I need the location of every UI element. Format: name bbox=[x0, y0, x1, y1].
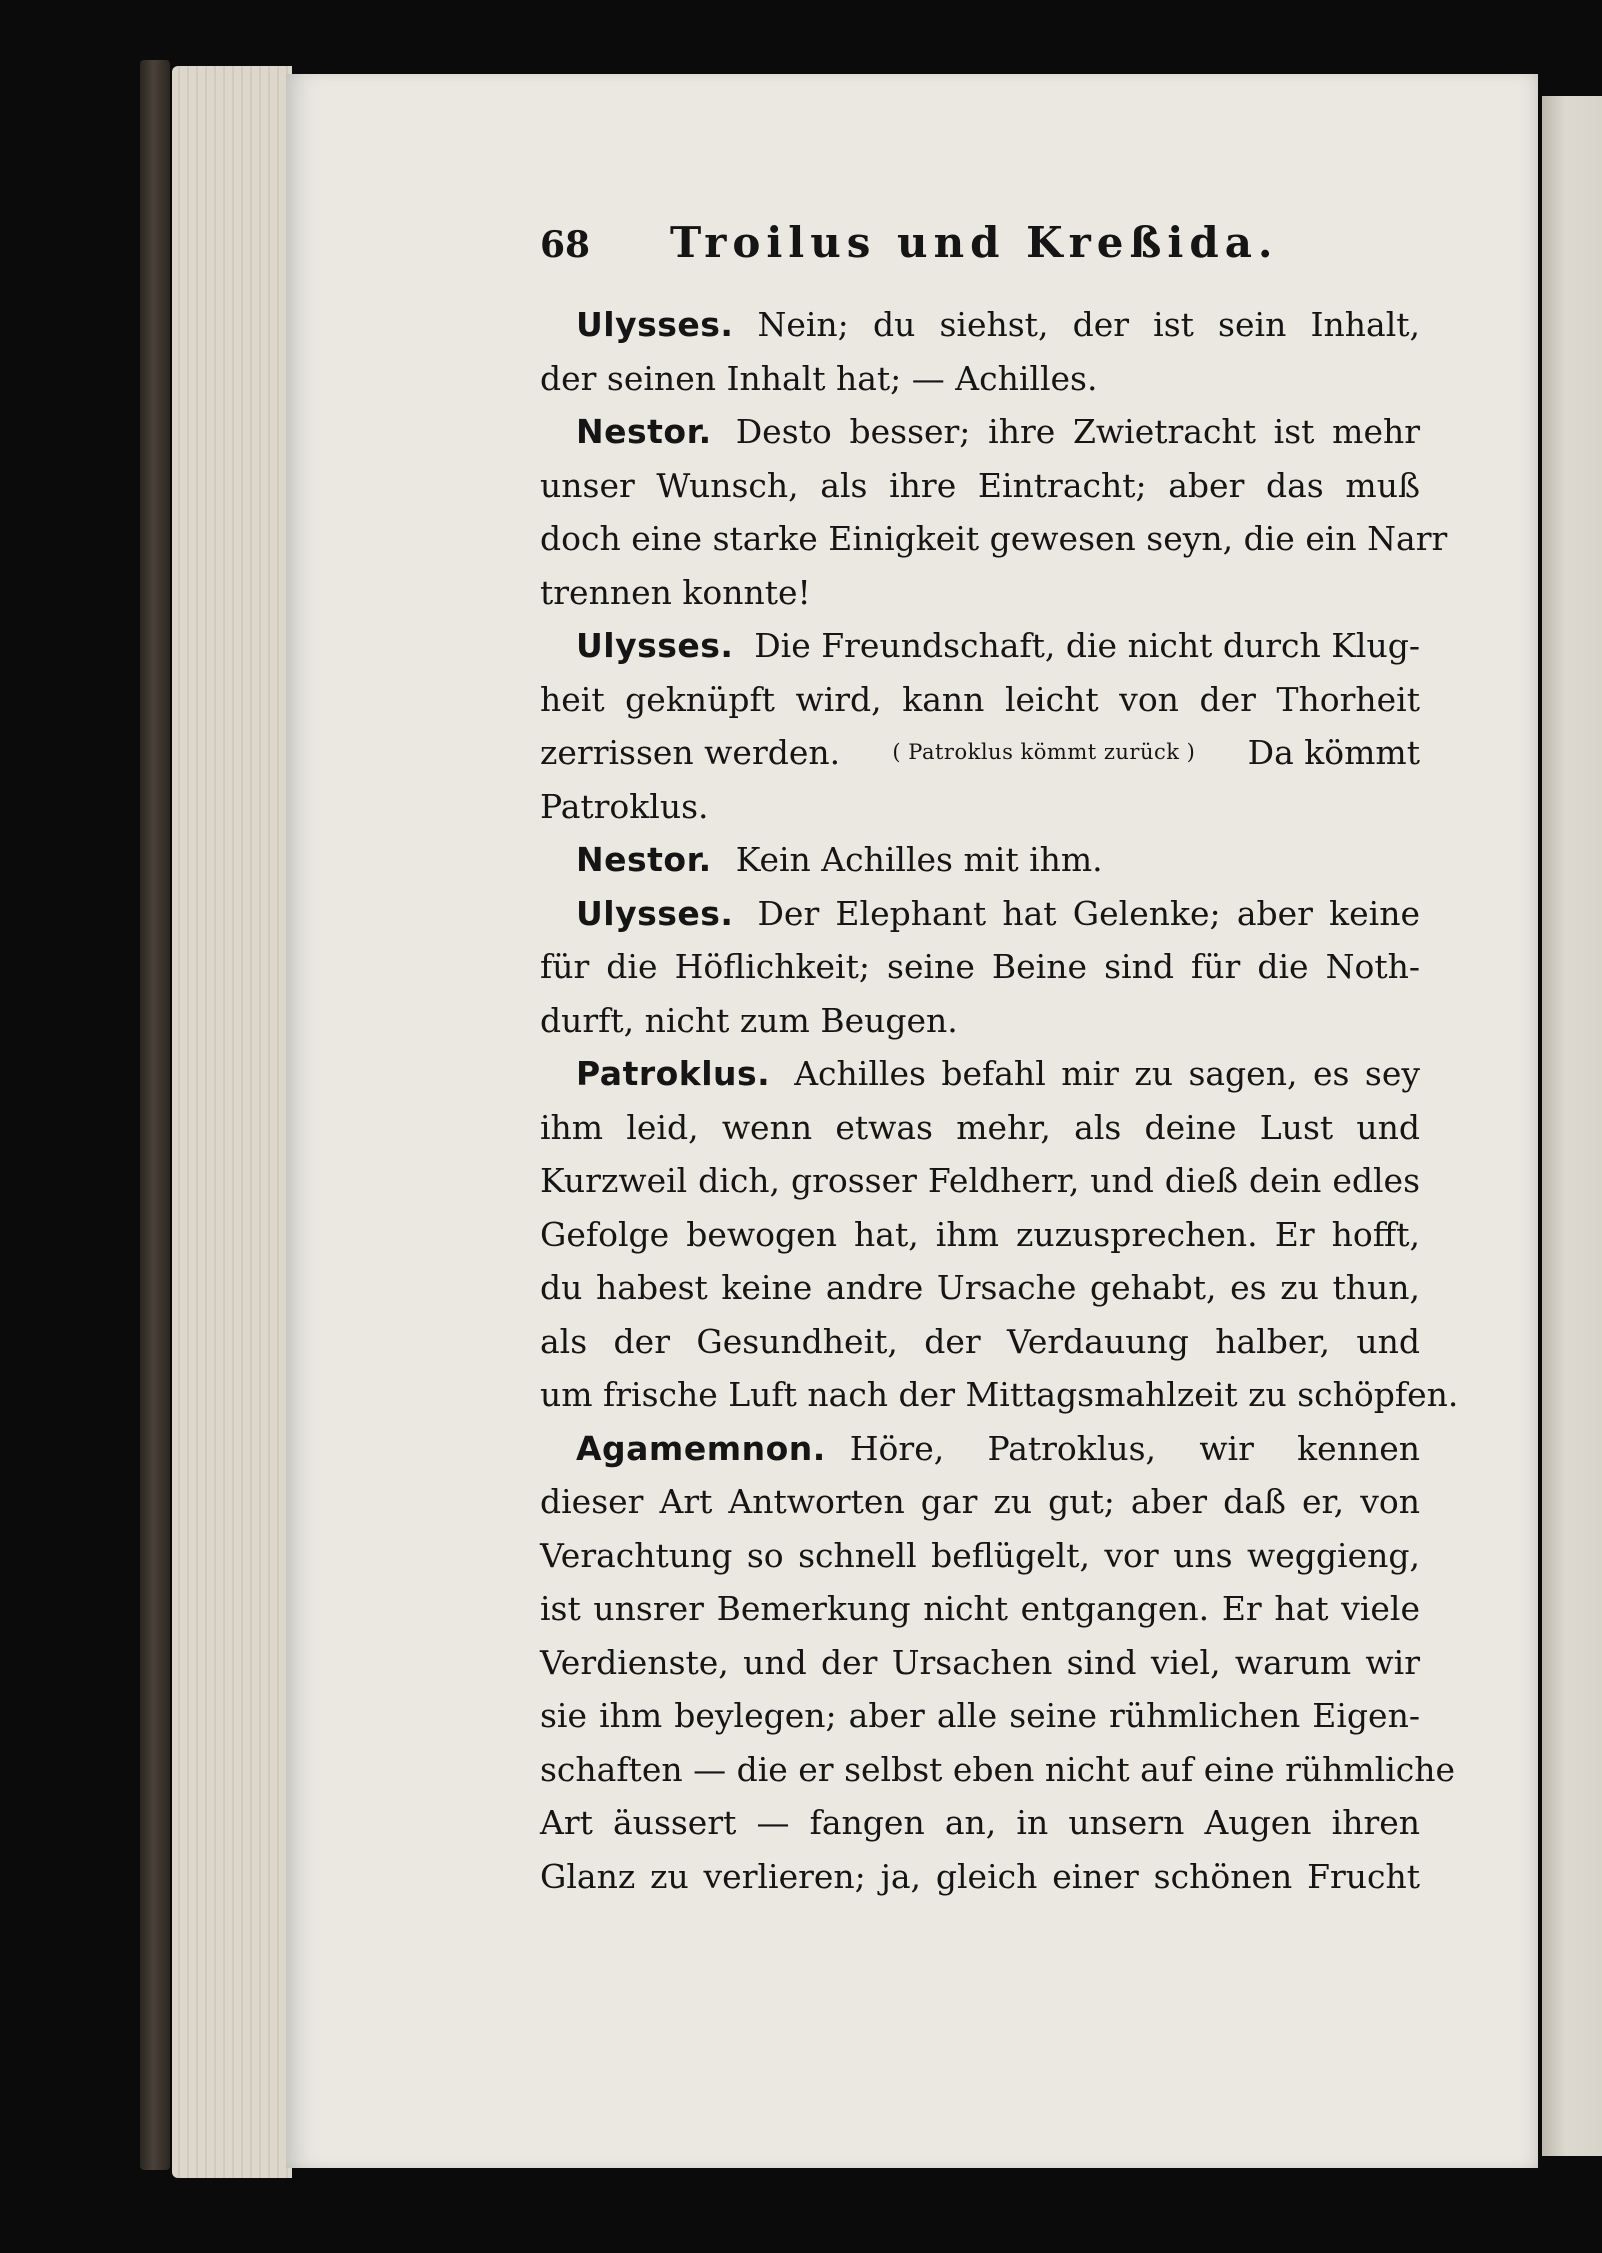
line-text: sie ihm beylegen; aber alle seine rühmlichen Eigen- bbox=[540, 1696, 1420, 1735]
text-line bbox=[540, 619, 1420, 673]
line-text: Da kömmt bbox=[1247, 733, 1420, 772]
text-line bbox=[540, 1208, 1420, 1262]
speaker-gap bbox=[733, 887, 757, 941]
text-line bbox=[540, 726, 1420, 780]
line-text: heit geknüpft wird, kann leicht von der Thorheit bbox=[540, 679, 1420, 719]
stage-direction: ( Patroklus kömmt zurück ) bbox=[892, 740, 1196, 764]
line-text: du habest keine andre Ursache gehabt, es zu thun, bbox=[540, 1268, 1420, 1307]
text-line bbox=[540, 1047, 1420, 1101]
speaker-name: Nestor. bbox=[576, 412, 712, 451]
speaker-name: Nestor. bbox=[576, 840, 712, 879]
header-title: Troilus und Kreßida. bbox=[670, 218, 1279, 267]
text-line bbox=[540, 298, 1420, 352]
text-line bbox=[540, 459, 1420, 513]
text-line bbox=[540, 1261, 1420, 1315]
page-number: 68 bbox=[540, 224, 591, 266]
line-text: durft, nicht zum Beugen. bbox=[540, 1000, 958, 1040]
text-line bbox=[540, 405, 1420, 459]
text-line bbox=[540, 1422, 1420, 1476]
text-line bbox=[540, 566, 1420, 620]
text-line bbox=[540, 1101, 1420, 1155]
line-text: ihm leid, wenn etwas mehr, als deine Lust und bbox=[540, 1107, 1420, 1147]
text-line bbox=[540, 1368, 1459, 1422]
text-line bbox=[540, 1315, 1420, 1369]
book-spine bbox=[140, 60, 170, 2170]
text-line bbox=[540, 1529, 1420, 1583]
running-head bbox=[540, 218, 1420, 278]
text-line bbox=[540, 1582, 1420, 1636]
line-text: Verachtung so schnell beflügelt, vor uns weggieng, bbox=[540, 1535, 1420, 1575]
text-line bbox=[540, 1689, 1420, 1743]
line-text: doch eine starke Einigkeit gewesen seyn, die ein Narr bbox=[540, 519, 1448, 558]
text-line bbox=[540, 887, 1420, 941]
line-text: Höre, Patroklus, wir kennen bbox=[849, 1428, 1420, 1468]
line-text: zerrissen werden. bbox=[540, 733, 841, 772]
text-line bbox=[540, 1743, 1456, 1797]
line-text: Desto besser; ihre Zwietracht ist mehr bbox=[735, 412, 1420, 451]
speaker-name: Ulysses. bbox=[576, 626, 734, 665]
line-text: Patroklus. bbox=[540, 786, 709, 826]
text-block bbox=[540, 298, 1459, 1903]
speaker-gap bbox=[733, 619, 754, 673]
speaker-gap bbox=[733, 298, 757, 352]
line-text: Kurzweil dich, grosser Feldherr, und dieß dein edles bbox=[540, 1161, 1420, 1200]
line-text: dieser Art Antworten gar zu gut; aber daß er, von bbox=[540, 1482, 1420, 1521]
text-line bbox=[540, 1475, 1420, 1529]
text-line bbox=[540, 780, 1420, 834]
line-text: Gefolge bewogen hat, ihm zuzusprechen. Er hofft, bbox=[540, 1214, 1420, 1254]
speaker-gap bbox=[770, 1047, 794, 1101]
text-line bbox=[540, 512, 1448, 566]
text-line bbox=[540, 1796, 1420, 1850]
speaker-gap bbox=[826, 1422, 850, 1476]
text-line bbox=[540, 1636, 1420, 1690]
line-text: Die Freundschaft, die nicht durch Klug- bbox=[754, 626, 1420, 665]
line-text: Achilles befahl mir zu sagen, es sey bbox=[794, 1054, 1420, 1093]
speaker-name: Ulysses. bbox=[576, 893, 734, 933]
line-text: der seinen Inhalt hat; — Achilles. bbox=[540, 358, 1098, 398]
line-text: um frische Luft nach der Mittagsmahlzeit zu schöpfen. bbox=[540, 1375, 1459, 1414]
line-text: Verdienste, und der Ursachen sind viel, warum wir bbox=[540, 1642, 1420, 1682]
line-text: Kein Achilles mit ihm. bbox=[735, 840, 1103, 879]
text-line bbox=[540, 1850, 1420, 1904]
line-text: für die Höflichkeit; seine Beine sind für die Noth- bbox=[540, 947, 1420, 986]
line-text: unser Wunsch, als ihre Eintracht; aber das muß bbox=[540, 465, 1420, 505]
speaker-gap bbox=[712, 405, 736, 459]
line-text: Art äussert — fangen an, in unsern Augen ihren bbox=[540, 1803, 1420, 1842]
text-line bbox=[540, 994, 1420, 1048]
text-line bbox=[540, 352, 1420, 406]
page-edges bbox=[172, 66, 292, 2178]
speaker-gap bbox=[712, 833, 736, 887]
speaker-name: Patroklus. bbox=[576, 1054, 771, 1093]
text-line bbox=[540, 833, 1420, 887]
line-text: trennen konnte! bbox=[540, 572, 811, 612]
line-text: Glanz zu verlieren; ja, gleich einer schönen Frucht bbox=[540, 1856, 1420, 1896]
line-text: Nein; du siehst, der ist sein Inhalt, bbox=[757, 305, 1420, 344]
text-line bbox=[540, 1154, 1420, 1208]
speaker-name: Ulysses. bbox=[576, 305, 734, 344]
line-text: ist unsrer Bemerkung nicht entgangen. Er hat viele bbox=[540, 1589, 1420, 1628]
speaker-name: Agamemnon. bbox=[576, 1428, 826, 1468]
line-text: Der Elephant hat Gelenke; aber keine bbox=[757, 893, 1420, 933]
line-text: als der Gesundheit, der Verdauung halber, und bbox=[540, 1321, 1420, 1361]
text-line bbox=[540, 673, 1420, 727]
text-line bbox=[540, 940, 1420, 994]
line-text: schaften — die er selbst eben nicht auf eine rühmliche bbox=[540, 1749, 1456, 1789]
facing-page-edge bbox=[1542, 96, 1602, 2156]
